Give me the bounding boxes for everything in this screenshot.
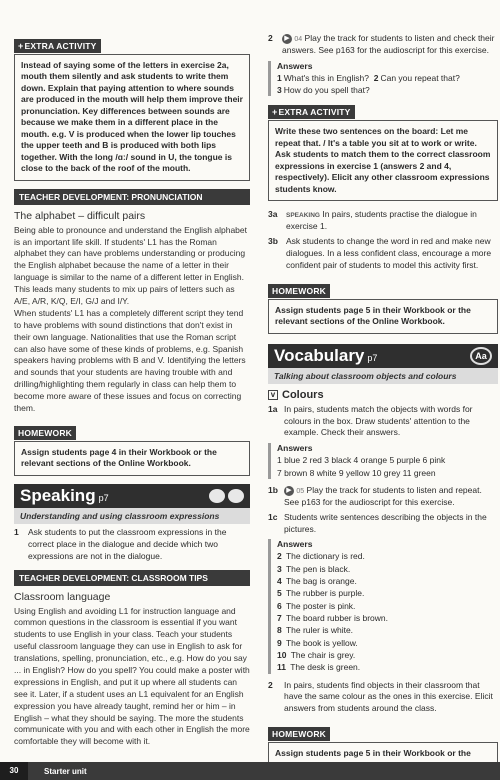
answers-row xyxy=(277,612,498,624)
right-column xyxy=(268,30,498,777)
item-text: In pairs, students practise the dialogue in exercise 1. xyxy=(286,209,477,232)
answers-row xyxy=(277,72,498,84)
item-number: 2 xyxy=(268,33,273,43)
td-classroom-subheading: Classroom language xyxy=(14,590,111,603)
extra-activity-text: Instead of saying some of the letters in exercise 2a, mouth them silently and ask students to write them down. Explain that paying attention to where sounds are produced in the mouth will help them improve their pronunciation. Key differences between sounds are because we make them in a different place in the mouth. e.g. V is produced when the lower lip touches the upper teeth and B is produced with both lips together. With the long /ɑː/ sound in U, the tongue is close to the back of the roof of the mouth. xyxy=(21,60,243,174)
homework-text: Assign students page 5 in their Workbook or the relevant sections of the Online Workbook. xyxy=(275,304,471,327)
answers-2 xyxy=(268,443,498,479)
answers-row xyxy=(277,637,498,649)
vocabulary-icon: Aa xyxy=(470,347,492,365)
answer-text: The book is yellow. xyxy=(285,637,358,648)
item-text: In pairs, students find objects in their classroom that have the same colour as the ones in this exercise. Elicit answers from students around the class. xyxy=(284,679,493,714)
homework-tag: HOMEWORK xyxy=(268,727,330,741)
page-number: 30 xyxy=(0,762,28,780)
track-number: 04 xyxy=(294,36,303,43)
checkbox-icon: v xyxy=(268,390,278,400)
audio-icon[interactable]: ▶ xyxy=(282,34,292,44)
homework-box xyxy=(14,441,250,476)
extra-activity-tag xyxy=(268,105,355,119)
extra-activity-label: EXTRA ACTIVITY xyxy=(278,107,351,118)
item-text: Play the track for students to listen and repeat. See p163 for the audioscript for this exercise. xyxy=(284,484,482,507)
exercise-2 xyxy=(268,33,498,57)
answer-text: The ruler is white. xyxy=(285,625,354,636)
exercise-1a xyxy=(268,404,498,440)
plus-icon: + xyxy=(272,107,278,118)
item-number: 1 xyxy=(14,526,19,537)
td-pronunciation-para-1: Being able to pronounce and understand the English alphabet is an important life skill. If students' L1 has the Roman alphabet they can have problems understanding or producing the English alphabet because the name of a letter in their language is similar to the name of a different letter in English. This leads many students to mix up pairs of letters such as A/E, A/R, K/Q, E/I, G/J and I/Y. xyxy=(14,224,247,307)
speaking-page-ref: p7 xyxy=(98,492,109,503)
extra-activity-tag xyxy=(14,39,101,53)
answers-row xyxy=(277,661,498,673)
speaking-item-1 xyxy=(14,527,250,563)
item-number: 3a xyxy=(268,209,278,220)
td-pronunciation-para-2: When students' L1 has a completely different script they tend to have problems with sound distinctions that don't exist in their own language. Nationalities that use the Roman script can also have some of these kinds of problems, e.g. Spanish speakers having problems with B and V. Identifying the letters and sounds that your students are having trouble with and drilling/highlighting them regularly in class can help them to become more aware of these issues and focus on correcting them. xyxy=(14,307,246,414)
homework-text: Assign students page 4 in their Workbook or the relevant sections of the Online Workbook. xyxy=(21,446,217,469)
audio-icon[interactable]: ▶ xyxy=(284,486,294,496)
homework-box xyxy=(268,299,498,334)
item-number: 1b xyxy=(268,484,278,495)
answer-number: 4 xyxy=(277,576,282,587)
answer-number: 3 xyxy=(277,563,282,574)
speaking-tag: SPEAKING xyxy=(286,212,320,220)
plus-icon: + xyxy=(18,41,24,51)
answer-number: 10 xyxy=(277,649,287,660)
left-column xyxy=(14,36,250,748)
td-pronunciation-subheading: The alphabet – difficult pairs xyxy=(14,209,146,222)
answers-row xyxy=(277,587,498,599)
homework-tag: HOMEWORK xyxy=(268,284,330,298)
colours-heading xyxy=(268,389,498,401)
answers-row xyxy=(277,563,498,575)
answer-number: 2 xyxy=(373,72,379,83)
answers-row: 7 brown 8 white 9 yellow 10 grey 11 green xyxy=(277,467,436,478)
answer-number: 8 xyxy=(277,625,282,636)
answers-label: Answers xyxy=(277,60,313,71)
exercise-3a xyxy=(268,209,498,233)
exercise-3b xyxy=(268,236,498,272)
vocabulary-subheading: Talking about classroom objects and colours xyxy=(268,368,498,384)
answers-row xyxy=(277,550,498,562)
item-text: Ask students to change the word in red and make new dialogues. In a less confident class, encourage a more confident pair of students to model this activity first. xyxy=(286,236,492,270)
answer-text: The board rubber is brown. xyxy=(285,613,389,624)
answer-text: The pen is black. xyxy=(285,563,351,574)
extra-activity-text: Write these two sentences on the board: Let me repeat that. / It's a table you sit at to work or write. Ask students to match them to the correct classroom expressions in exercise 1 (answers 2 and 4, respectively). Elicit any other classroom expressions students know. xyxy=(275,126,491,194)
exercise-2-colours xyxy=(268,680,498,716)
page-footer xyxy=(0,762,500,780)
item-text: Students write sentences describing the objects in the pictures. xyxy=(284,511,487,534)
answers-row xyxy=(277,84,498,96)
vocabulary-page-ref: p7 xyxy=(367,352,378,363)
answers-3 xyxy=(268,539,498,673)
speaking-title: Speaking xyxy=(20,485,96,505)
item-number: 2 xyxy=(268,679,273,690)
answer-text: The desk is green. xyxy=(290,662,361,673)
answer-number: 6 xyxy=(277,600,282,611)
item-text: Ask students to put the classroom expressions in the correct place in the dialogue and decide which two expressions are not in the dialogue. xyxy=(28,526,227,561)
answer-text: The chair is grey. xyxy=(290,649,356,660)
answer-text: The poster is pink. xyxy=(285,600,356,611)
speech-bubbles-icon xyxy=(209,489,244,503)
answers-row xyxy=(277,624,498,636)
answer-number: 11 xyxy=(277,662,286,673)
answer-text: The bag is orange. xyxy=(285,576,357,587)
track-number: 05 xyxy=(296,487,305,495)
answer-number: 1 xyxy=(277,72,282,83)
unit-name: Starter unit xyxy=(44,766,87,776)
speaking-subheading: Understanding and using classroom expressions xyxy=(14,508,250,524)
td-pronunciation-heading: TEACHER DEVELOPMENT: PRONUNCIATION xyxy=(14,189,250,205)
answer-number: 3 xyxy=(277,85,282,96)
item-text: Play the track for students to listen and check their answers. See p163 for the audioscript for this exercise. xyxy=(282,33,495,55)
vocabulary-title: Vocabulary xyxy=(274,345,365,365)
answers-label: Answers xyxy=(277,443,313,454)
homework-text: Assign students page 5 in their Workbook or the xyxy=(275,748,471,759)
item-number: 1a xyxy=(268,403,278,414)
vocabulary-banner xyxy=(268,344,498,368)
answer-number: 5 xyxy=(277,588,282,599)
exercise-1c xyxy=(268,512,498,536)
td-classroom-para: Using English and avoiding L1 for instruction language and common questions in the classroom is essential if you want students to use English in your class. Teach your students useful classroom language they can use in English to ask for translations, spelling, pronunciation, etc., e.g. How do you say ... in English? How do you spell? You could make a poster with expressions in English, and put it up where all students can see it. Later, if a student uses an L1 equivalent for an English expression you have already taught, remind her or him – in English – what they should be saying. The more the students communicate with you and with each other in English the more comfortable they will become with it. xyxy=(14,605,250,747)
exercise-1b xyxy=(268,485,498,509)
answers-row xyxy=(277,575,498,587)
td-classroom-heading: TEACHER DEVELOPMENT: CLASSROOM TIPS xyxy=(14,570,250,586)
answer-text: How do you spell that? xyxy=(283,85,370,96)
answers-row xyxy=(277,600,498,612)
homework-tag: HOMEWORK xyxy=(14,426,76,440)
answers-row xyxy=(277,649,498,661)
answers-1 xyxy=(268,61,498,97)
extra-activity-box xyxy=(14,54,250,181)
answer-number: 2 xyxy=(277,551,282,562)
extra-activity-label: EXTRA ACTIVITY xyxy=(24,41,97,51)
answer-number: 9 xyxy=(277,637,282,648)
answer-number: 7 xyxy=(277,613,282,624)
extra-activity-box xyxy=(268,120,498,201)
speaking-banner xyxy=(14,484,250,508)
answers-label: Answers xyxy=(277,539,313,550)
answer-text: The rubber is purple. xyxy=(285,588,365,599)
answers-row: 1 blue 2 red 3 black 4 orange 5 purple 6 pink xyxy=(277,455,446,466)
answer-text: What's this in English? xyxy=(283,72,369,83)
item-number: 1c xyxy=(268,511,278,522)
item-number: 3b xyxy=(268,236,278,246)
answer-text: Can you repeat that? xyxy=(380,72,460,83)
answer-text: The dictionary is red. xyxy=(285,551,365,562)
colours-title: Colours xyxy=(282,388,324,401)
item-text: In pairs, students match the objects with words for colours in the box. Draw students' attention to the example. Check their answers. xyxy=(284,403,473,438)
